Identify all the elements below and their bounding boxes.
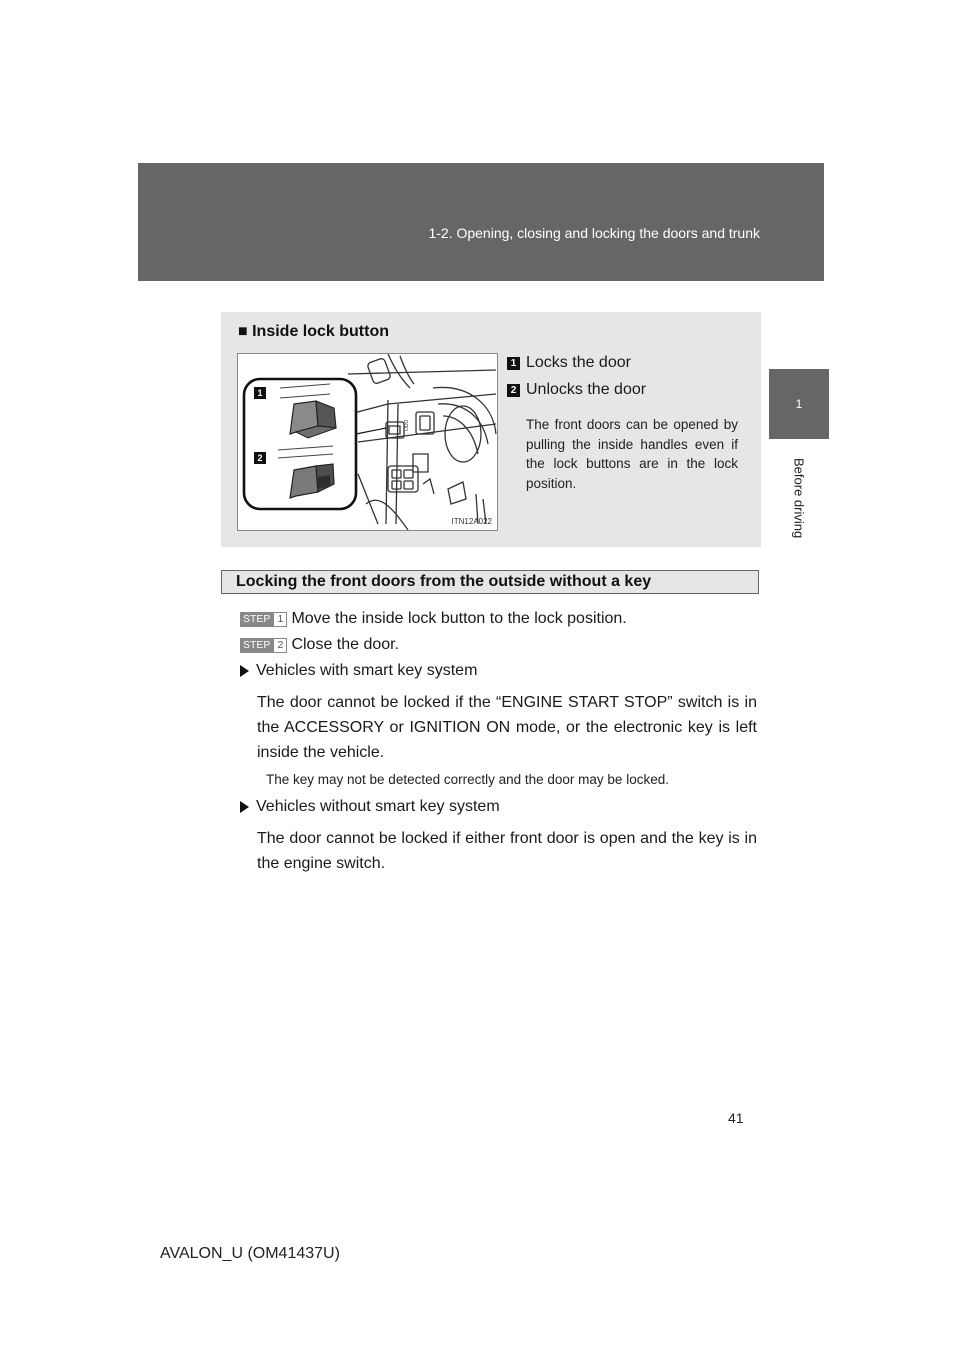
legend-number-2: 2 [507,384,520,397]
footer-code: AVALON_U (OM41437U) [160,1245,340,1262]
info-box-title: ■ Inside lock button [238,323,389,340]
step-2 [240,636,399,654]
bullet-smart-key-text: Vehicles with smart key system [256,662,478,679]
header-band [138,163,824,281]
smart-key-note: The key may not be detected correctly and the door may be locked. [266,772,669,787]
figure-code: ITN12A022 [451,517,492,526]
door-lock-illustration [237,353,498,531]
bullet-no-smart-key [240,798,500,816]
step-1-label: STEP [240,612,273,627]
legend-item-lock [507,350,747,376]
legend-text-lock: Locks the door [526,354,631,371]
legend-note: The front doors can be opened by pulling the inside handles even if the lock buttons are in the lock position. [526,417,738,491]
legend-text-unlock: Unlocks the door [526,381,647,398]
no-smart-key-paragraph: The door cannot be locked if either front door is open and the key is in the engine switch. [257,830,757,872]
step-2-badge [240,638,287,653]
step-2-label: STEP [240,638,273,653]
step-1 [240,610,627,628]
legend-item-unlock [507,377,747,403]
triangle-bullet-icon [240,665,249,677]
step-2-number: 2 [273,638,287,653]
door-interior-drawing [238,354,497,530]
section-heading-text: Locking the front doors from the outside without a key [236,573,652,590]
section-title: 1-2. Opening, closing and locking the doors and trunk [428,225,760,241]
chapter-tab [769,369,829,439]
chapter-label [768,448,830,548]
smart-key-paragraph: The door cannot be locked if the “ENGINE START STOP” switch is in the ACCESSORY or IGNITION ON mode, or the electronic key is left inside the vehicle. [257,694,757,761]
step-1-badge [240,612,287,627]
page-number: 41 [728,1110,744,1126]
figure-legend [507,350,747,493]
svg-text:ODO: ODO [404,419,410,431]
section-heading [221,570,759,594]
figure-callout-1: 1 [257,388,263,398]
inside-lock-info-box [221,312,761,547]
bullet-no-smart-key-text: Vehicles without smart key system [256,798,500,815]
step-2-text: Close the door. [291,636,400,653]
step-1-text: Move the inside lock button to the lock position. [291,610,627,627]
chapter-label-text: Before driving [791,457,807,539]
legend-number-1: 1 [507,357,520,370]
figure-callout-2: 2 [257,453,263,463]
step-1-number: 1 [273,612,287,627]
triangle-bullet-icon [240,801,249,813]
chapter-number: 1 [795,397,803,411]
bullet-smart-key [240,662,477,680]
